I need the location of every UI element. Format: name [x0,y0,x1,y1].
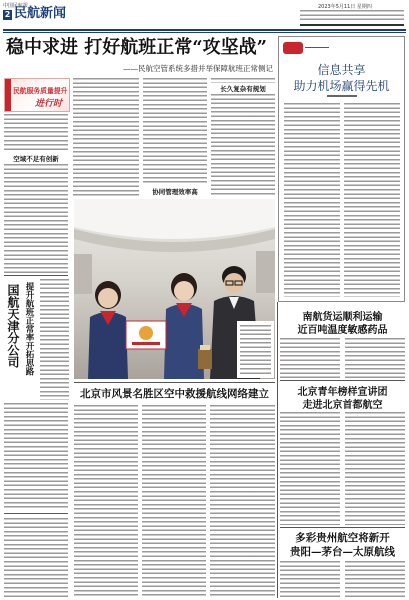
middle-divider [74,382,275,383]
csa-cargo-col-2 [345,338,405,378]
csa-cargo-headline-2: 近百吨温度敏感药品 [297,325,388,336]
date-line: 2023年5月11日 星期四 [318,4,372,10]
right-column-separator [277,302,278,598]
commentary-byline [327,95,357,97]
banner-ribbon [5,79,11,111]
guizhou-col-2 [345,561,405,598]
column-badge [283,42,303,54]
lead-body-col-b [73,78,139,196]
masthead-credits [300,10,404,23]
air-china-tianjin-title: 国航天津分公司 [6,284,20,368]
commentary-title-line1: 信息共享 [317,63,366,77]
youth-speakers-col-1 [280,412,340,525]
lead-subhead-2: 协同管理效率高 [152,188,198,196]
beijing-rescue-col-2 [142,405,206,598]
photo-caption-box [237,321,274,378]
lead-body-col-d1 [211,78,275,83]
masthead-rule [3,29,406,31]
paper-name: 中国民航报 [3,3,29,9]
lead-subhead-1: 空域不足有创新 [13,155,59,163]
csa-cargo-col-1 [280,338,340,378]
lead-body-col-c [143,78,207,185]
left-divider-1 [4,275,68,276]
csa-cargo-headline-1: 南航货运顺利运输 [302,312,383,323]
held-card [126,321,166,349]
crew-photo [74,199,275,379]
youth-speakers-headline-2: 走进北京首都航空 [302,400,383,411]
lead-body-col-a1 [4,114,68,152]
lead-subtitle: ——民航空管系统多措并举保障航班正常侧记 [123,64,273,73]
commentary-box [278,36,405,302]
banner-line1: 民航服务质量提升 [13,87,68,95]
commentary-title-line2: 助力机场赢得先机 [293,79,390,93]
guizhou-col-1 [280,561,340,598]
masthead-contact-line [300,24,404,26]
right-divider-2 [280,527,405,528]
lead-headline: 稳中求进 打好航班正常“攻坚战” [6,37,267,58]
youth-speakers-headline-1: 北京青年榜样宣讲团 [297,387,388,398]
commentary-body-col-2 [344,103,400,297]
air-china-tianjin-body-2 [4,403,68,510]
masthead-rule-thin [3,32,406,33]
right-divider-1 [280,380,405,381]
beijing-rescue-headline: 北京市风景名胜区空中救援航线网络建立 [80,388,269,400]
lead-body-col-a2 [4,164,68,273]
banner-line2: 进行时 [35,99,63,109]
left-bottom-brief [4,518,68,598]
air-china-tianjin-subtitle: 提升航班正常率开拓思路 [24,282,34,376]
beijing-rescue-col-3 [210,405,275,598]
column-badge-rule [305,47,329,48]
photo-caption-text [240,325,271,375]
page-number-badge: 2 [4,10,11,19]
section-title: 民航新闻 [14,6,67,21]
beijing-rescue-col-1 [74,405,138,598]
guizhou-headline-2: 贵阳—茅台—太原航线 [290,546,395,558]
lead-body-col-d2 [211,94,275,196]
service-quality-banner [4,78,70,112]
left-divider-2 [4,513,68,514]
lead-subhead-3: 长久复杂有规划 [220,85,266,93]
guizhou-headline-1: 多彩贵州航空将新开 [295,532,390,544]
youth-speakers-col-2 [345,412,405,525]
commentary-body-col-1 [284,103,340,297]
air-china-tianjin-body-1 [40,279,69,400]
